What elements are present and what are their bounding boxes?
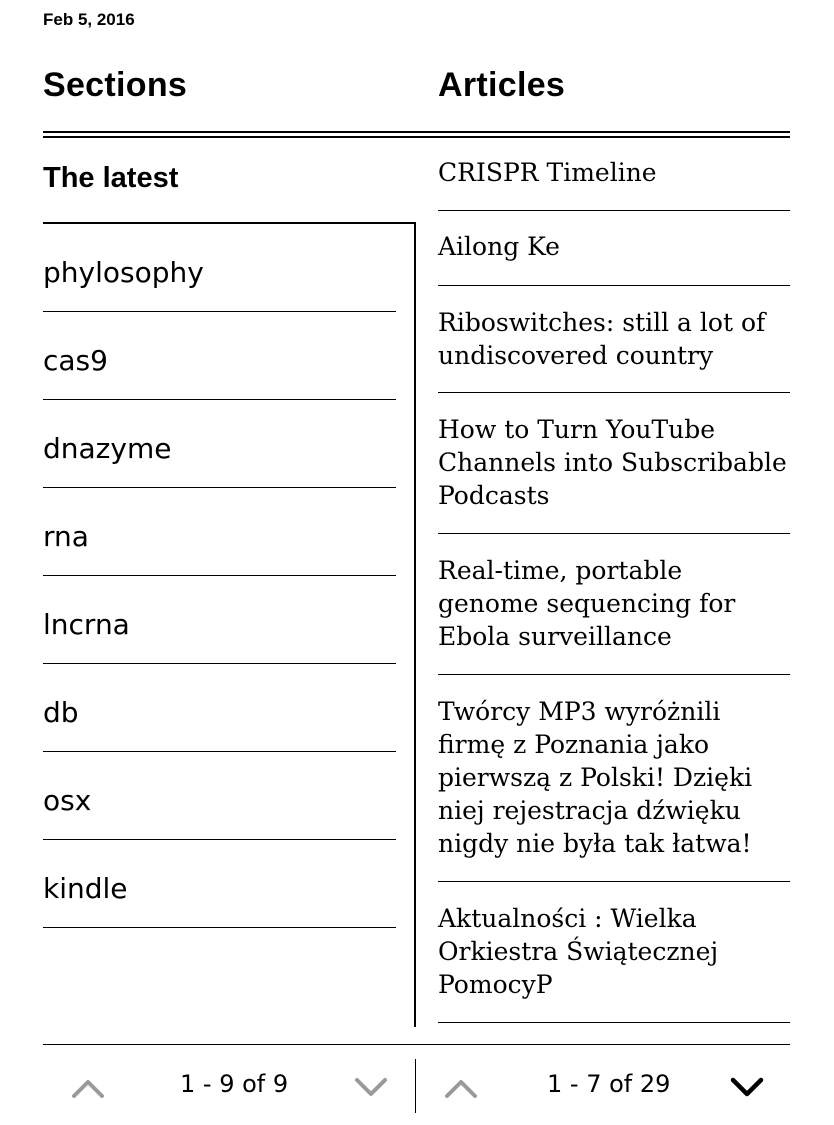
articles-next-page-button[interactable] bbox=[727, 1068, 767, 1108]
sections-list bbox=[43, 224, 396, 928]
section-item-label: osx bbox=[43, 784, 92, 817]
section-item-label: phylosophy bbox=[43, 256, 204, 289]
section-item-label: lncrna bbox=[43, 608, 130, 641]
article-item[interactable]: Aktualności : Wielka Orkiestra Świątecznej PomocyP bbox=[438, 882, 790, 1023]
chevron-up-icon bbox=[68, 1068, 108, 1108]
sections-heading: Sections bbox=[43, 66, 188, 104]
chevron-down-icon bbox=[351, 1068, 391, 1108]
date-label: Feb 5, 2016 bbox=[43, 10, 135, 29]
section-item-lncrna[interactable] bbox=[43, 576, 396, 664]
selected-section-side-border bbox=[414, 222, 416, 1027]
section-item-db[interactable] bbox=[43, 664, 396, 752]
section-item-cas9[interactable] bbox=[43, 312, 396, 400]
section-item-label: rna bbox=[43, 520, 89, 553]
articles-heading: Articles bbox=[438, 66, 566, 104]
header-divider bbox=[43, 131, 790, 138]
section-item-label: kindle bbox=[43, 872, 128, 905]
section-item-label: db bbox=[43, 696, 79, 729]
sections-pager-label: 1 - 9 of 9 bbox=[180, 1070, 289, 1098]
article-item[interactable]: Ailong Ke bbox=[438, 211, 790, 286]
article-item[interactable]: Riboswitches: still a lot of undiscovered country bbox=[438, 286, 790, 393]
chevron-down-icon bbox=[727, 1068, 767, 1108]
section-item-dnazyme[interactable] bbox=[43, 400, 396, 488]
section-item-rna[interactable] bbox=[43, 488, 396, 576]
chevron-up-icon bbox=[441, 1068, 481, 1108]
footer-divider bbox=[43, 1044, 790, 1045]
section-item-label: cas9 bbox=[43, 344, 108, 377]
section-item-phylosophy[interactable] bbox=[43, 224, 396, 312]
articles-list bbox=[438, 138, 790, 1023]
article-item[interactable]: CRISPR Timeline bbox=[438, 138, 790, 211]
articles-prev-page-button[interactable] bbox=[441, 1068, 481, 1108]
article-item[interactable]: How to Turn YouTube Channels into Subscribable Podcasts bbox=[438, 393, 790, 534]
section-item-the-latest[interactable]: The latest bbox=[43, 162, 179, 194]
sections-next-page-button[interactable] bbox=[351, 1068, 391, 1108]
section-item-kindle[interactable] bbox=[43, 840, 396, 928]
footer-column-divider bbox=[415, 1059, 416, 1113]
article-item[interactable]: Real-time, portable genome sequencing for Ebola surveillance bbox=[438, 534, 790, 675]
section-item-label: dnazyme bbox=[43, 432, 172, 465]
articles-pager-label: 1 - 7 of 29 bbox=[547, 1070, 671, 1098]
sections-prev-page-button[interactable] bbox=[68, 1068, 108, 1108]
article-item[interactable]: Twórcy MP3 wyróżnili firmę z Poznania jako pierwszą z Polski! Dzięki niej rejestracja dźwięku nigdy nie była tak łatwa! bbox=[438, 675, 790, 882]
section-item-osx[interactable] bbox=[43, 752, 396, 840]
